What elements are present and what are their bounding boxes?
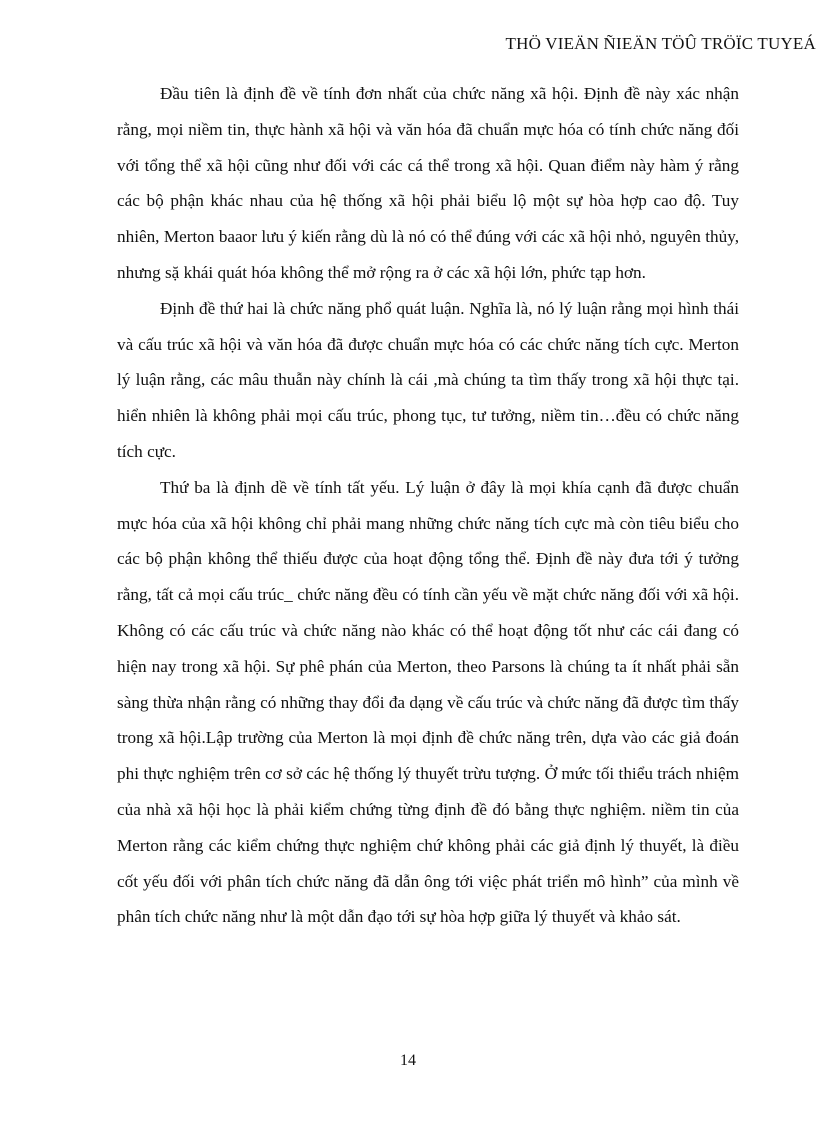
paragraph-1: Đầu tiên là định đề về tính đơn nhất của chức năng xã hội. Định đề này xác nhận rằng, mọi niềm tin, thực hành xã hội và văn hóa đã chuẩn mực hóa có tính chức năng đối với tổng thể xã hội cũng như đối với các cá thể trong xã hội. Quan điểm này hàm ý rằng các bộ phận khác nhau của hệ thống xã hội phải biểu lộ một sự hòa hợp cao độ. Tuy nhiên, Merton baaor lưu ý kiến rằng dù là nó có thể đúng với các xã hội nhỏ, nguyên thủy, nhưng sặ khái quát hóa không thể mở rộng ra ở các xã hội lớn, phức tạp hơn. xyxy=(117,84,739,282)
paragraph-3: Thứ ba là định dề về tính tất yếu. Lý luận ở đây là mọi khía cạnh đã được chuẩn mực hóa của xã hội không chỉ phải mang những chức năng tích cực mà còn tiêu biểu cho các bộ phận không thể thiếu được của hoạt động tổng thể. Định đề này đưa tới ý tưởng rằng, tất cả mọi cấu trúc_ chức năng đều có tính cần yếu về mặt chức năng đối với xã hội. Không có các cấu trúc và chức năng nào khác có thể hoạt động tốt như các cái đang có hiện nay trong xã hội. Sự phê phán của Merton, theo Parsons là chúng ta ít nhất phải sẵn sàng thừa nhận rằng có những thay đổi đa dạng về cấu trúc và chức năng đã được tìm thấy trong xã hội.Lập trường của Merton là mọi định đề chức năng trên, dựa vào các giả đoán phi thực nghiệm trên cơ sở các hệ thống lý thuyết trừu tượng. Ở mức tối thiểu trách nhiệm của nhà xã hội học là phải kiểm chứng từng định đề đó bằng thực nghiệm. niềm tin của Merton rằng các kiểm chứng thực nghiệm chứ không phải các giả định lý thuyết, là điều cốt yếu đối với phân tích chức năng đã dẫn ông tới việc phát triển mô hình” của mình về phân tích chức năng như là một dẫn đạo tới sự hòa hợp giữa lý thuyết và khảo sát. xyxy=(117,477,739,927)
document-body xyxy=(117,76,739,935)
page-number: 14 xyxy=(400,1052,416,1069)
page-header: THÖ VIEÄN ÑIEÄN TÖÛ TRÖÏC TUYEÁ xyxy=(505,34,816,53)
paragraph-2: Định đề thứ hai là chức năng phổ quát luận. Nghĩa là, nó lý luận rằng mọi hình thái và cấu trúc xã hội và văn hóa đã được chuẩn mực hóa có các chức năng tích cực. Merton lý luận rằng, các mâu thuẫn này chính là cái ,mà chúng ta tìm thấy trong xã hội thực tại. hiển nhiên là không phải mọi cấu trúc, phong tục, tư tưởng, niềm tin…đều có chức năng tích cực. xyxy=(117,298,739,461)
